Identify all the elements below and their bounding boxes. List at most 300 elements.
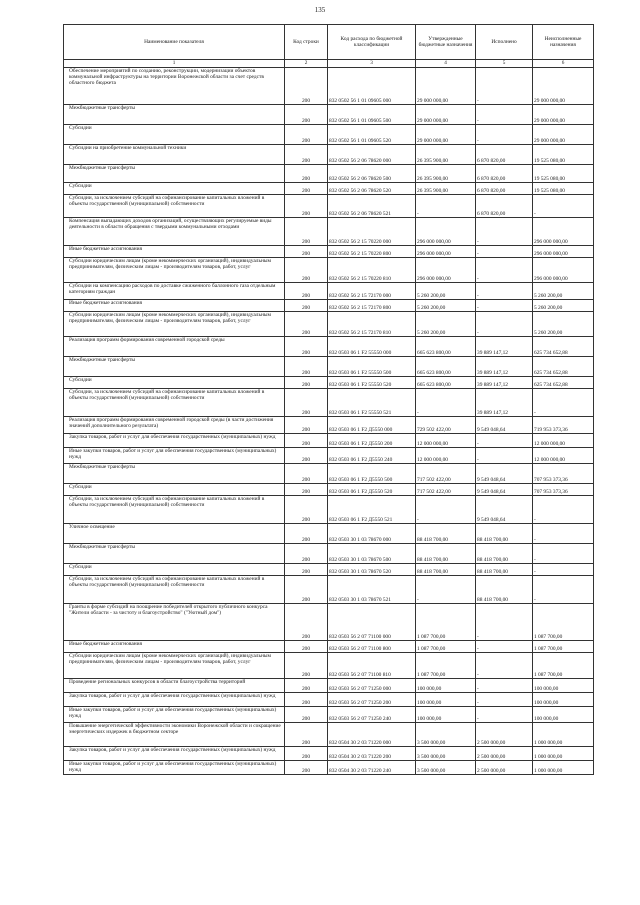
row-unexecuted: 29 000 000,00 xyxy=(533,68,594,105)
row-kbk: 832 0502 56 2 15 72170 000 xyxy=(328,283,416,300)
row-kbk: 832 0502 56 2 15 70220 800 xyxy=(328,246,416,258)
column-number-row xyxy=(64,60,594,68)
row-name-text: Компенсация выпадающих доходов организаций, осуществляющих регулируемые виды деятельности в области обращения с твердыми коммунальными отходами xyxy=(69,218,272,231)
row-code: 200 xyxy=(285,165,328,183)
table-row xyxy=(64,283,594,300)
row-unexecuted: 19 525 080,00 xyxy=(533,183,594,195)
row-executed: 6 870 820,00 xyxy=(476,183,533,195)
row-kbk: 832 0503 56 2 07 71250 000 xyxy=(328,679,416,693)
row-executed: 6 870 820,00 xyxy=(476,195,533,218)
row-name xyxy=(64,653,285,679)
row-code: 200 xyxy=(285,145,328,165)
row-code: 200 xyxy=(285,604,328,641)
row-executed: 39 889 147,12 xyxy=(476,377,533,389)
row-approved: 296 000 000,00 xyxy=(416,258,476,283)
row-name-text: Обеспечение мероприятий по созданию, реконструкции, модернизации объектов коммунальной инфраструктуры на территории Воронежской области за счет средств областного бюджета xyxy=(69,68,264,87)
row-unexecuted: 625 734 652,88 xyxy=(533,337,594,357)
row-name-text: Субсидии юридическим лицам (кроме некоммерческих организаций), индивидуальным предпринимателям, физическим лицам - производителям товаров, работ, услуг xyxy=(69,258,271,271)
table-body xyxy=(64,68,594,775)
row-unexecuted: 12 000 000,00 xyxy=(533,434,594,448)
table-row xyxy=(64,747,594,761)
table-row xyxy=(64,464,594,484)
row-name xyxy=(64,165,285,183)
row-kbk: 832 0503 06 1 F2 Д5550 240 xyxy=(328,448,416,464)
row-approved: 88 418 700,00 xyxy=(416,564,476,576)
row-name xyxy=(64,357,285,377)
row-kbk: 832 0503 06 1 F2 55550 000 xyxy=(328,337,416,357)
row-executed: - xyxy=(476,68,533,105)
row-name-text: Закупка товаров, работ и услуг для обеспечения государственных (муниципальных) нужд xyxy=(69,434,276,440)
row-name-text: Иные бюджетные ассигнования xyxy=(69,641,142,647)
row-name xyxy=(64,183,285,195)
row-name-text: Субсидии xyxy=(69,564,92,570)
row-approved: 88 418 700,00 xyxy=(416,524,476,544)
row-name-text: Субсидии, за исключением субсидий на софинансирование капитальных вложений в объекты государственной (муниципальной) собственности xyxy=(69,389,265,402)
table-row xyxy=(64,679,594,693)
header-code: Код строки xyxy=(285,25,328,60)
row-kbk: 832 0502 56 2 15 72170 800 xyxy=(328,300,416,312)
row-name xyxy=(64,246,285,258)
header-approved: Утвержденные бюджетные назначения xyxy=(416,25,476,60)
row-approved: 29 000 000,00 xyxy=(416,68,476,105)
row-approved: 26 395 900,00 xyxy=(416,165,476,183)
table-row xyxy=(64,417,594,434)
table-row xyxy=(64,761,594,775)
row-name-text: Межбюджетные трансферты xyxy=(69,464,135,470)
row-name xyxy=(64,761,285,775)
row-kbk: 832 0502 56 2 15 70220 000 xyxy=(328,218,416,246)
row-name xyxy=(64,524,285,544)
row-unexecuted: - xyxy=(533,389,594,417)
row-name xyxy=(64,496,285,524)
column-number: 6 xyxy=(533,60,594,68)
row-approved: 1 087 700,00 xyxy=(416,641,476,653)
row-name xyxy=(64,389,285,417)
row-unexecuted: 625 734 652,88 xyxy=(533,377,594,389)
row-name-text: Субсидии на компенсацию расходов по доставке сжиженного баллонного газа отдельным категориям граждан xyxy=(69,283,276,296)
row-name-text: Реализация программ формирования современной городской среды xyxy=(69,337,225,343)
row-approved: 29 000 000,00 xyxy=(416,125,476,145)
row-name xyxy=(64,125,285,145)
row-executed: - xyxy=(476,641,533,653)
column-number: 5 xyxy=(476,60,533,68)
row-kbk: 832 0502 56 2 15 70220 810 xyxy=(328,258,416,283)
table-row xyxy=(64,707,594,723)
table-row xyxy=(64,564,594,576)
row-name xyxy=(64,300,285,312)
row-code: 200 xyxy=(285,448,328,464)
row-unexecuted: 707 953 373,36 xyxy=(533,464,594,484)
row-name-text: Субсидии xyxy=(69,377,92,383)
row-unexecuted: - xyxy=(533,576,594,604)
row-name-text: Реализация программ формирования современной городской среды (в части достижения значений дополнительного результата) xyxy=(69,417,274,430)
table-row xyxy=(64,145,594,165)
row-name xyxy=(64,68,285,105)
row-name xyxy=(64,564,285,576)
table-row xyxy=(64,218,594,246)
row-kbk: 832 0502 56 1 01 09605 000 xyxy=(328,68,416,105)
row-kbk: 832 0503 06 1 F2 55550 521 xyxy=(328,389,416,417)
row-code: 200 xyxy=(285,464,328,484)
row-unexecuted: 19 525 080,00 xyxy=(533,165,594,183)
row-executed: - xyxy=(476,105,533,125)
row-kbk: 832 0503 56 2 07 71250 200 xyxy=(328,693,416,707)
row-executed: - xyxy=(476,218,533,246)
row-code: 200 xyxy=(285,377,328,389)
row-approved: 26 395 900,00 xyxy=(416,145,476,165)
table-row xyxy=(64,165,594,183)
table-row xyxy=(64,544,594,564)
row-executed: - xyxy=(476,434,533,448)
row-unexecuted: 29 000 000,00 xyxy=(533,105,594,125)
row-approved: 717 502 422,00 xyxy=(416,464,476,484)
table-row xyxy=(64,484,594,496)
row-unexecuted: 719 953 373,36 xyxy=(533,417,594,434)
row-name xyxy=(64,707,285,723)
row-code: 200 xyxy=(285,300,328,312)
row-code: 200 xyxy=(285,434,328,448)
row-kbk: 832 0503 56 2 07 71250 240 xyxy=(328,707,416,723)
table-row xyxy=(64,604,594,641)
row-kbk: 832 0503 06 1 F2 55550 520 xyxy=(328,377,416,389)
row-executed: - xyxy=(476,258,533,283)
row-name-text: Иные бюджетные ассигнования xyxy=(69,246,142,252)
table-row xyxy=(64,312,594,337)
row-approved: - xyxy=(416,496,476,524)
row-kbk: 832 0502 56 2 06 78620 000 xyxy=(328,145,416,165)
column-number: 2 xyxy=(285,60,328,68)
table-row xyxy=(64,524,594,544)
row-unexecuted: - xyxy=(533,564,594,576)
row-approved: 1 087 700,00 xyxy=(416,653,476,679)
row-code: 200 xyxy=(285,312,328,337)
row-name xyxy=(64,747,285,761)
row-approved: 717 502 422,00 xyxy=(416,484,476,496)
row-name xyxy=(64,448,285,464)
row-name-text: Субсидии, за исключением субсидий на софинансирование капитальных вложений в объекты государственной (муниципальной) собственности xyxy=(69,576,265,589)
row-code: 200 xyxy=(285,576,328,604)
table-row xyxy=(64,125,594,145)
row-code: 200 xyxy=(285,693,328,707)
row-executed: 39 889 147,12 xyxy=(476,389,533,417)
row-approved: 3 500 000,00 xyxy=(416,747,476,761)
row-unexecuted: 1 087 700,00 xyxy=(533,641,594,653)
row-code: 200 xyxy=(285,723,328,747)
table-row xyxy=(64,357,594,377)
row-name xyxy=(64,641,285,653)
row-code: 200 xyxy=(285,337,328,357)
row-kbk: 832 0503 30 1 03 78670 000 xyxy=(328,524,416,544)
row-approved: 100 000,00 xyxy=(416,679,476,693)
row-kbk: 832 0503 56 2 07 71100 000 xyxy=(328,604,416,641)
row-executed: - xyxy=(476,693,533,707)
row-executed: - xyxy=(476,246,533,258)
row-approved: 5 260 200,00 xyxy=(416,312,476,337)
header-executed: Исполнено xyxy=(476,25,533,60)
row-executed: 88 418 700,00 xyxy=(476,564,533,576)
row-name-text: Субсидии, за исключением субсидий на софинансирование капитальных вложений в объекты государственной (муниципальной) собственности xyxy=(69,195,265,208)
table-row xyxy=(64,258,594,283)
row-kbk: 832 0503 06 1 F2 Д5550 000 xyxy=(328,417,416,434)
row-approved: 729 502 422,00 xyxy=(416,417,476,434)
row-unexecuted: 1 000 000,00 xyxy=(533,747,594,761)
row-code: 200 xyxy=(285,125,328,145)
row-code: 200 xyxy=(285,105,328,125)
row-unexecuted: 1 000 000,00 xyxy=(533,761,594,775)
row-approved: 665 623 800,00 xyxy=(416,357,476,377)
row-executed: - xyxy=(476,448,533,464)
row-unexecuted: 5 260 200,00 xyxy=(533,300,594,312)
row-executed: 88 418 700,00 xyxy=(476,576,533,604)
table-row xyxy=(64,105,594,125)
row-kbk: 832 0502 56 1 01 09605 520 xyxy=(328,125,416,145)
row-kbk: 832 0502 56 2 15 72170 810 xyxy=(328,312,416,337)
row-executed: - xyxy=(476,283,533,300)
table-row xyxy=(64,576,594,604)
table-row xyxy=(64,300,594,312)
row-name xyxy=(64,484,285,496)
row-executed: - xyxy=(476,707,533,723)
row-unexecuted: 296 000 000,00 xyxy=(533,218,594,246)
row-name xyxy=(64,434,285,448)
row-executed: 9 549 048,64 xyxy=(476,496,533,524)
row-executed: - xyxy=(476,653,533,679)
row-approved: - xyxy=(416,576,476,604)
row-code: 200 xyxy=(285,747,328,761)
table-row xyxy=(64,653,594,679)
row-code: 200 xyxy=(285,484,328,496)
row-unexecuted: 1 087 700,00 xyxy=(533,604,594,641)
row-unexecuted: 5 260 200,00 xyxy=(533,312,594,337)
row-kbk: 832 0504 30 2 03 71220 200 xyxy=(328,747,416,761)
row-name-text: Повышение энергетической эффективности экономики Воронежской области и сокращение энергетических издержек в бюджетном секторе xyxy=(69,723,281,736)
row-approved: 296 000 000,00 xyxy=(416,246,476,258)
row-code: 200 xyxy=(285,679,328,693)
row-code: 200 xyxy=(285,246,328,258)
row-name-text: Иные бюджетные ассигнования xyxy=(69,300,142,306)
row-name xyxy=(64,576,285,604)
row-approved: 5 260 200,00 xyxy=(416,300,476,312)
row-kbk: 832 0503 56 2 07 71100 800 xyxy=(328,641,416,653)
row-unexecuted: 625 734 652,88 xyxy=(533,357,594,377)
row-name xyxy=(64,723,285,747)
row-approved: 26 395 900,00 xyxy=(416,183,476,195)
row-code: 200 xyxy=(285,357,328,377)
row-name-text: Иные закупки товаров, работ и услуг для обеспечения государственных (муниципальных) нужд xyxy=(69,448,277,461)
column-number: 3 xyxy=(328,60,416,68)
row-name xyxy=(64,544,285,564)
row-kbk: 832 0503 06 1 F2 Д5550 520 xyxy=(328,484,416,496)
row-executed: 9 549 048,64 xyxy=(476,464,533,484)
row-kbk: 832 0503 06 1 F2 Д5550 500 xyxy=(328,464,416,484)
row-name xyxy=(64,604,285,641)
row-executed: 88 418 700,00 xyxy=(476,544,533,564)
row-executed: 2 500 000,00 xyxy=(476,761,533,775)
row-approved: 296 000 000,00 xyxy=(416,218,476,246)
table-row xyxy=(64,68,594,105)
row-approved: 5 260 200,00 xyxy=(416,283,476,300)
row-kbk: 832 0502 56 2 06 78620 521 xyxy=(328,195,416,218)
row-approved: 100 000,00 xyxy=(416,707,476,723)
row-code: 200 xyxy=(285,389,328,417)
header-unexecuted: Неисполненные назначения xyxy=(533,25,594,60)
table-row xyxy=(64,183,594,195)
row-code: 200 xyxy=(285,641,328,653)
row-name-text: Межбюджетные трансферты xyxy=(69,105,135,111)
row-code: 200 xyxy=(285,496,328,524)
row-approved: 665 623 800,00 xyxy=(416,377,476,389)
row-name-text: Гранты в форме субсидий на поощрение победителей открытого публичного конкурса "Жители области - за чистоту и благоустройство" ("Уютный дом") xyxy=(69,604,268,617)
row-kbk: 832 0503 06 1 F2 Д5550 200 xyxy=(328,434,416,448)
header-name: Наименование показателя xyxy=(64,25,285,60)
row-name-text: Закупка товаров, работ и услуг для обеспечения государственных (муниципальных) нужд xyxy=(69,693,276,699)
row-approved: 3 500 000,00 xyxy=(416,723,476,747)
row-code: 200 xyxy=(285,707,328,723)
row-code: 200 xyxy=(285,544,328,564)
table-row xyxy=(64,337,594,357)
row-kbk: 832 0504 30 2 03 71220 240 xyxy=(328,761,416,775)
row-name-text: Субсидии юридическим лицам (кроме некоммерческих организаций), индивидуальным предпринимателям, физическим лицам - производителям товаров, работ, услуг xyxy=(69,312,271,325)
row-unexecuted: 100 000,00 xyxy=(533,693,594,707)
row-approved: - xyxy=(416,195,476,218)
row-name xyxy=(64,693,285,707)
row-approved: 88 418 700,00 xyxy=(416,544,476,564)
row-code: 200 xyxy=(285,218,328,246)
row-unexecuted: 100 000,00 xyxy=(533,707,594,723)
row-kbk: 832 0503 30 1 03 78670 500 xyxy=(328,544,416,564)
row-kbk: 832 0503 30 1 03 78670 520 xyxy=(328,564,416,576)
row-kbk: 832 0503 06 1 F2 55550 500 xyxy=(328,357,416,377)
row-unexecuted: - xyxy=(533,524,594,544)
row-unexecuted: 5 260 200,00 xyxy=(533,283,594,300)
row-approved: 100 000,00 xyxy=(416,693,476,707)
row-approved: 665 623 800,00 xyxy=(416,337,476,357)
row-executed: - xyxy=(476,125,533,145)
row-name-text: Иные закупки товаров, работ и услуг для обеспечения государственных (муниципальных) нужд xyxy=(69,707,277,720)
row-name xyxy=(64,105,285,125)
row-code: 200 xyxy=(285,183,328,195)
row-name-text: Межбюджетные трансферты xyxy=(69,544,135,550)
row-name-text: Субсидии xyxy=(69,125,92,131)
table-row xyxy=(64,434,594,448)
header-kbk: Код расхода по бюджетной классификации xyxy=(328,25,416,60)
table-row xyxy=(64,389,594,417)
row-approved: 29 000 000,00 xyxy=(416,105,476,125)
row-unexecuted: 19 525 080,00 xyxy=(533,145,594,165)
row-executed: 39 889 147,12 xyxy=(476,337,533,357)
column-number: 4 xyxy=(416,60,476,68)
row-name-text: Субсидии xyxy=(69,183,92,189)
budget-execution-table xyxy=(63,24,594,775)
row-executed: 6 870 820,00 xyxy=(476,165,533,183)
row-code: 200 xyxy=(285,564,328,576)
table-row xyxy=(64,377,594,389)
row-kbk: 832 0502 56 1 01 09605 500 xyxy=(328,105,416,125)
row-unexecuted: 12 000 000,00 xyxy=(533,448,594,464)
row-name xyxy=(64,145,285,165)
row-name-text: Межбюджетные трансферты xyxy=(69,165,135,171)
table-row xyxy=(64,448,594,464)
row-code: 200 xyxy=(285,417,328,434)
row-name-text: Субсидии xyxy=(69,484,92,490)
row-code: 200 xyxy=(285,68,328,105)
row-name-text: Уличное освещение xyxy=(69,524,115,530)
row-name xyxy=(64,312,285,337)
row-approved: 3 500 000,00 xyxy=(416,761,476,775)
row-executed: - xyxy=(476,604,533,641)
row-executed: - xyxy=(476,312,533,337)
row-unexecuted: - xyxy=(533,496,594,524)
row-kbk: 832 0504 30 2 03 71220 000 xyxy=(328,723,416,747)
row-name xyxy=(64,258,285,283)
row-unexecuted: 296 000 000,00 xyxy=(533,246,594,258)
row-name-text: Субсидии на приобретение коммунальной техники xyxy=(69,145,187,151)
table-row xyxy=(64,641,594,653)
row-executed: 2 500 000,00 xyxy=(476,723,533,747)
row-code: 200 xyxy=(285,195,328,218)
table-row xyxy=(64,693,594,707)
row-name xyxy=(64,464,285,484)
row-executed: 9 549 048,64 xyxy=(476,484,533,496)
row-executed: 39 889 147,12 xyxy=(476,357,533,377)
row-kbk: 832 0503 06 1 F2 Д5550 521 xyxy=(328,496,416,524)
row-unexecuted: 707 953 373,36 xyxy=(533,484,594,496)
row-unexecuted: 1 087 700,00 xyxy=(533,653,594,679)
row-unexecuted: 29 000 000,00 xyxy=(533,125,594,145)
row-unexecuted: - xyxy=(533,195,594,218)
row-code: 200 xyxy=(285,524,328,544)
row-code: 200 xyxy=(285,283,328,300)
row-executed: 9 549 048,64 xyxy=(476,417,533,434)
row-approved: 12 000 000,00 xyxy=(416,448,476,464)
table-row xyxy=(64,195,594,218)
row-kbk: 832 0503 30 1 03 78670 521 xyxy=(328,576,416,604)
header-row xyxy=(64,25,594,60)
row-unexecuted: 1 000 000,00 xyxy=(533,723,594,747)
table-row xyxy=(64,723,594,747)
row-name-text: Межбюджетные трансферты xyxy=(69,357,135,363)
row-executed: 2 500 000,00 xyxy=(476,747,533,761)
row-name xyxy=(64,195,285,218)
row-name xyxy=(64,218,285,246)
column-number: 1 xyxy=(64,60,285,68)
row-name-text: Субсидии юридическим лицам (кроме некоммерческих организаций), индивидуальным предпринимателям, физическим лицам - производителям товаров, работ, услуг xyxy=(69,653,271,666)
page-number: 135 xyxy=(314,6,326,14)
row-code: 200 xyxy=(285,761,328,775)
row-unexecuted: 296 000 000,00 xyxy=(533,258,594,283)
row-code: 200 xyxy=(285,653,328,679)
row-executed: 6 870 820,00 xyxy=(476,145,533,165)
table-row xyxy=(64,246,594,258)
row-executed: - xyxy=(476,679,533,693)
row-name xyxy=(64,283,285,300)
row-name-text: Иные закупки товаров, работ и услуг для обеспечения государственных (муниципальных) нужд xyxy=(69,761,277,774)
row-executed: - xyxy=(476,300,533,312)
row-executed: 88 418 700,00 xyxy=(476,524,533,544)
row-name-text: Проведение региональных конкурсов в области благоустройства территорий xyxy=(69,679,246,685)
row-kbk: 832 0502 56 2 06 78620 500 xyxy=(328,165,416,183)
row-name-text: Субсидии, за исключением субсидий на софинансирование капитальных вложений в объекты государственной (муниципальной) собственности xyxy=(69,496,265,509)
row-name xyxy=(64,417,285,434)
row-code: 200 xyxy=(285,258,328,283)
row-name xyxy=(64,377,285,389)
row-name xyxy=(64,679,285,693)
row-name-text: Закупка товаров, работ и услуг для обеспечения государственных (муниципальных) нужд xyxy=(69,747,276,753)
row-name xyxy=(64,337,285,357)
row-kbk: 832 0502 56 2 06 78620 520 xyxy=(328,183,416,195)
row-unexecuted: - xyxy=(533,544,594,564)
row-kbk: 832 0503 56 2 07 71100 810 xyxy=(328,653,416,679)
